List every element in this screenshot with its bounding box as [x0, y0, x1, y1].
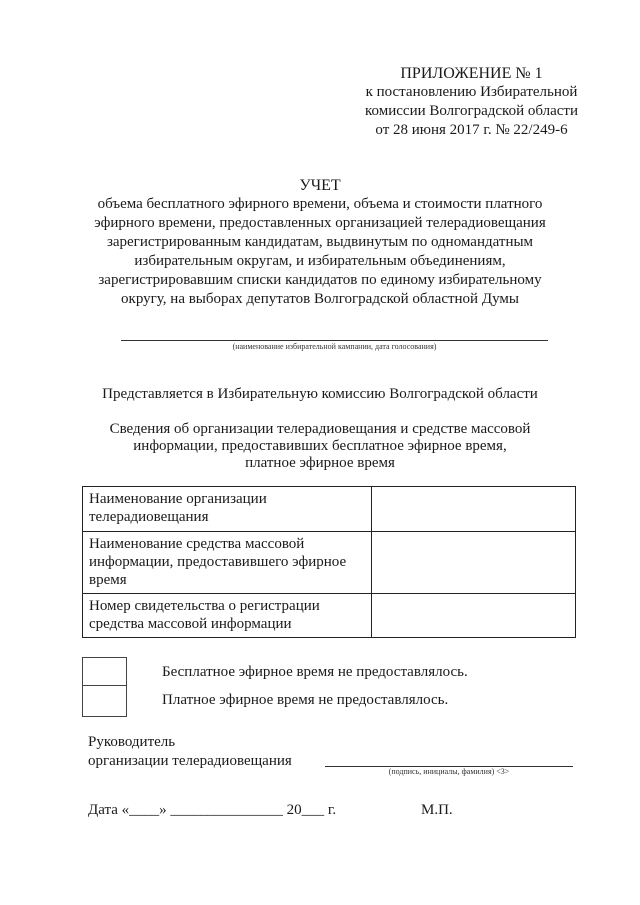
- table-row: [83, 532, 576, 594]
- appendix-header: [365, 64, 578, 140]
- row-value-field[interactable]: [372, 532, 576, 594]
- title-line: избирательным округам, и избирательным объединениям,: [134, 253, 506, 269]
- stamp-place: М.П.: [421, 802, 453, 818]
- campaign-fill-line[interactable]: [121, 340, 548, 341]
- document-title: [0, 176, 640, 309]
- title-heading: УЧЕТ: [299, 177, 341, 194]
- appendix-date-line: от 28 июня 2017 г. № 22/249-6: [375, 122, 568, 138]
- info-heading-line: платное эфирное время: [245, 455, 395, 471]
- title-line: объема бесплатного эфирного времени, объема и стоимости платного: [97, 196, 543, 212]
- signatory-title: Руководитель: [88, 734, 176, 750]
- date-line: Дата «____» _______________ 20___ г.: [88, 802, 337, 818]
- appendix-number: ПРИЛОЖЕНИЕ № 1: [400, 65, 543, 82]
- organization-info-table: [82, 486, 576, 638]
- row-value-field[interactable]: [372, 594, 576, 638]
- title-line: округу, на выборах депутатов Волгоградской областной Думы: [121, 291, 519, 307]
- info-heading-line: Сведения об организации телерадиовещания и средстве массовой: [109, 421, 531, 437]
- appendix-ref-line: комиссии Волгоградской области: [365, 103, 578, 119]
- title-line: зарегистрированным кандидатам, выдвинутым по одномандатным: [106, 234, 534, 250]
- info-heading-line: информации, предоставивших бесплатное эфирное время,: [133, 438, 507, 454]
- free-airtime-label: Бесплатное эфирное время не предоставлялось.: [162, 664, 468, 680]
- appendix-ref-line: к постановлению Избирательной: [365, 84, 578, 100]
- signature-caption: (подпись, инициалы, фамилия) <3>: [388, 767, 510, 776]
- title-line: эфирного времени, предоставленных организацией телерадиовещания: [94, 215, 546, 231]
- row-value-field[interactable]: [372, 487, 576, 532]
- title-line: зарегистрировавшим списки кандидатов по единому избирательному: [98, 272, 542, 288]
- paid-airtime-label: Платное эфирное время не предоставлялось.: [162, 692, 449, 708]
- table-row: [83, 594, 576, 638]
- row-label: Наименование организации телерадиовещания: [83, 487, 372, 532]
- row-label: Наименование средства массовой информации, предоставившего эфирное время: [83, 532, 372, 594]
- signatory-org: организации телерадиовещания: [88, 753, 292, 769]
- submitted-to: Представляется в Избирательную комиссию Волгоградской области: [102, 386, 538, 402]
- paid-airtime-checkbox[interactable]: [82, 685, 127, 717]
- row-label: Номер свидетельства о регистрации средства массовой информации: [83, 594, 372, 638]
- table-row: [83, 487, 576, 532]
- campaign-caption: (наименование избирательной кампании, дата голосования): [232, 342, 437, 351]
- free-airtime-checkbox[interactable]: [82, 657, 127, 686]
- signatory-label: [88, 733, 292, 771]
- info-heading: [0, 421, 640, 472]
